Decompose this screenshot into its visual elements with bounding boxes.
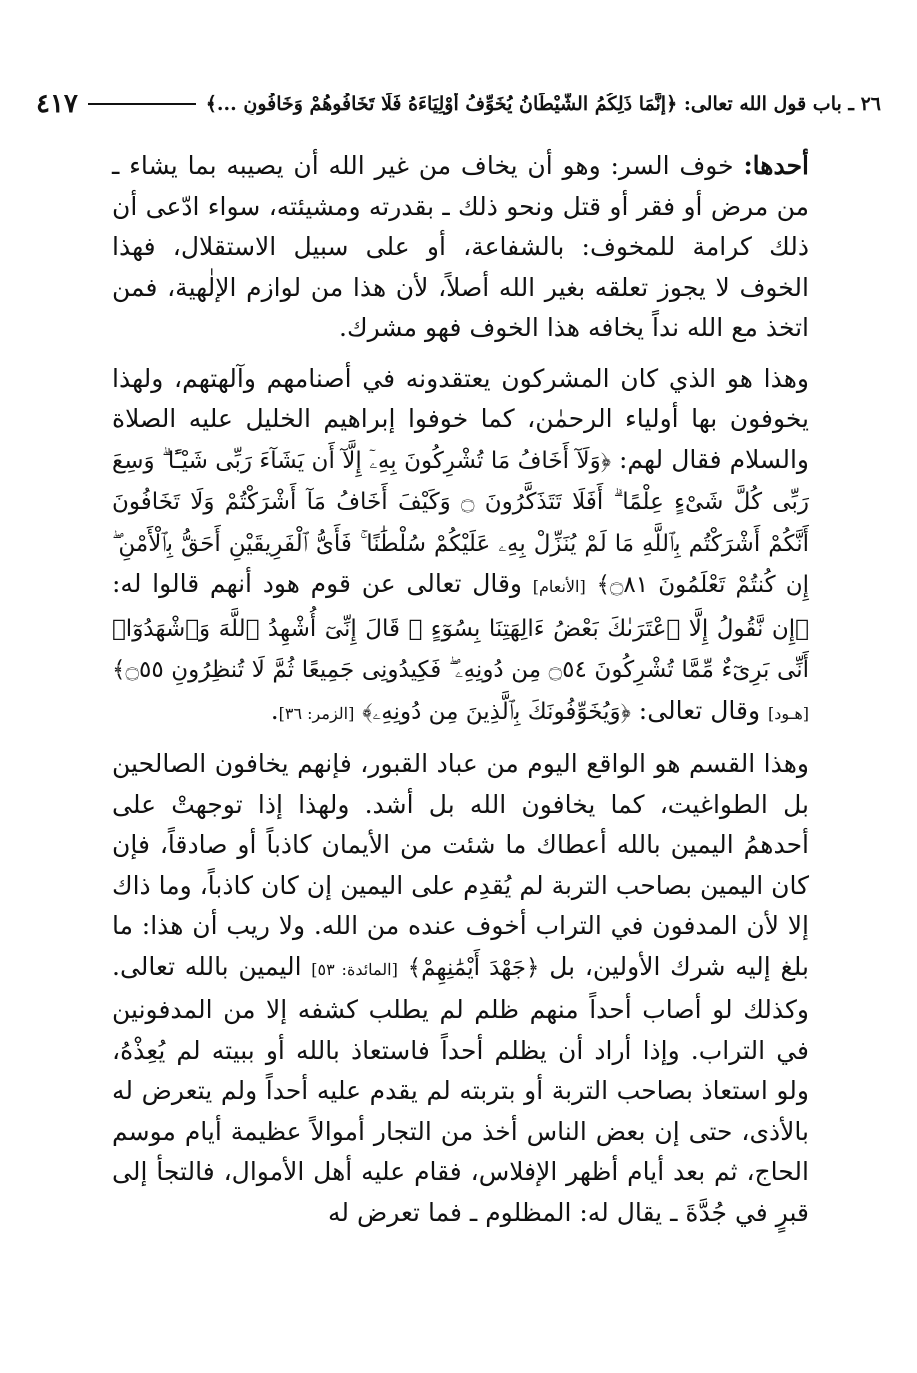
body-text	[112, 146, 809, 1326]
running-header	[36, 84, 881, 124]
header-rule	[88, 103, 196, 105]
paragraph-text: وهذا هو الذي كان المشركون يعتقدونه في أصنامهم وآلهتهم، ولهذا يخوفون بها أولياء الرحمٰن، كما خوفوا إبراهيم الخليل عليه الصلاة والسلام فقال لهم:	[112, 363, 809, 474]
paragraph-2	[112, 359, 809, 735]
paragraph-text: وقال تعالى عن قوم هود أنهم قالوا له:	[112, 569, 533, 598]
paragraph-text: وهذا القسم هو الواقع اليوم من عباد القبور، فإنهم يخافون الصالحين بل الطواغيت، كما يخافون الله بل أشد. ولهذا إذا توجهتْ على أحدهمُ اليمين بالله أعطاك ما شئت من الأيمان كاذباً أو صادقاً، فإن كان اليمين بصاحب التربة لم يُقدِم على اليمين إن كان كاذباً، وما ذاك إلا لأن المدفون في التراب أخوف عنده من الله. ولا ريب أن هذا: ما بلغ إليه شرك الأولين، بل	[112, 749, 809, 981]
paragraph-3	[112, 744, 809, 1233]
verse-reference: [الأنعام]	[532, 577, 586, 596]
verse-reference: [المائدة: ٥٣]	[311, 959, 398, 979]
verse-reference: [هـود]	[768, 703, 809, 723]
paragraph-text: خوف السر: وهو أن يخاف من غير الله أن يصيبه بما يشاء ـ من مرض أو فقر أو قتل ونحو ذلك ـ بقدرته ومشيئته، سواء ادّعى أن ذلك كرامة للمخوف: بالشفاعة، أو على سبيل الاستقلال، فهذا الخوف لا يجوز تعلقه بغير الله أصلاً، لأن هذا من لوازم الإلٰهية، فمن اتخذ مع الله نداً يخافه هذا الخوف فهو مشرك.	[112, 151, 809, 342]
quran-verse: ﴿وَيُخَوِّفُونَكَ بِٱلَّذِينَ مِن دُونِهِۦ﴾	[362, 698, 631, 725]
paragraph-text: .	[270, 695, 279, 725]
chapter-title: ٢٦ ـ باب قول الله تعالى: ﴿إِنَّمَا ذَلِكُمُ الشَّيْطَانُ يُخَوِّفُ أَوْلِيَاءَهُ فَلَا تَخَافُوهُمْ وَخَافُونِ ...﴾	[205, 93, 881, 115]
quran-verse: ﴿وَلَآ أَخَافُ مَا تُشْرِكُونَ بِهِۦٓ إِلَّآ أَن يَشَآءَ رَبِّى شَيْـًٔا ۗ وَسِعَ رَبِّى كُلَّ شَىْءٍ عِلْمًا ۗ أَفَلَا تَتَذَكَّرُونَ ۝ وَكَيْفَ أَخَافُ مَآ أَشْرَكْتُمْ وَلَا تَخَافُونَ أَنَّكُمْ أَشْرَكْتُم بِٱللَّهِ مَا لَمْ يُنَزِّلْ بِهِۦ عَلَيْكُمْ سُلْطَٰنًا ۚ فَأَىُّ ٱلْفَرِيقَيْنِ أَحَقُّ بِٱلْأَمْنِ ۖ إِن كُنتُمْ تَعْلَمُونَ ۝٨١﴾	[112, 447, 809, 598]
quran-verse: ﴿إِن نَّقُولُ إِلَّا ٱعْتَرَىٰكَ بَعْضُ ءَالِهَتِنَا بِسُوٓءٍ ۗ قَالَ إِنِّىٓ أُشْهِدُ ٱللَّهَ وَٱشْهَدُوٓا۟ أَنِّى بَرِىٓءٌ مِّمَّا تُشْرِكُونَ ۝٥٤ مِن دُونِهِۦ ۖ فَكِيدُونِى جَمِيعًا ثُمَّ لَا تُنظِرُونِ ۝٥٥﴾	[112, 615, 809, 683]
paragraph-text: اليمين بالله تعالى. وكذلك لو أصاب أحداً منهم ظلم لم يطلب كشفه إلا من المدفونين في التراب. وإذا أراد أن يظلم أحداً فاستعاذ بالله أو ببيته لم يُعِذْهُ، ولو استعاذ بصاحب التربة أو بتربته لم يقدم عليه أحداً ولم يتعرض له بالأذى، حتى إن بعض الناس أخذ من التجار أموالاً عظيمة أيام موسم الحاج، ثم بعد أيام أظهر الإفلاس، فقام عليه أهل الأموال، فالتجأ إلى قبرٍ في جُدَّةَ ـ يقال له: المظلوم ـ فما تعرض له	[112, 951, 809, 1227]
paragraph-1	[112, 146, 809, 349]
verse-reference: [الزمر: ٣٦]	[278, 703, 355, 723]
paragraph-lead: أحدها:	[743, 151, 809, 180]
paragraph-text: وقال تعالى:	[630, 695, 768, 725]
quran-verse: ﴿جَهْدَ أَيْمَٰنِهِمْ﴾	[407, 954, 540, 981]
page-number: ٤١٧	[36, 89, 78, 119]
